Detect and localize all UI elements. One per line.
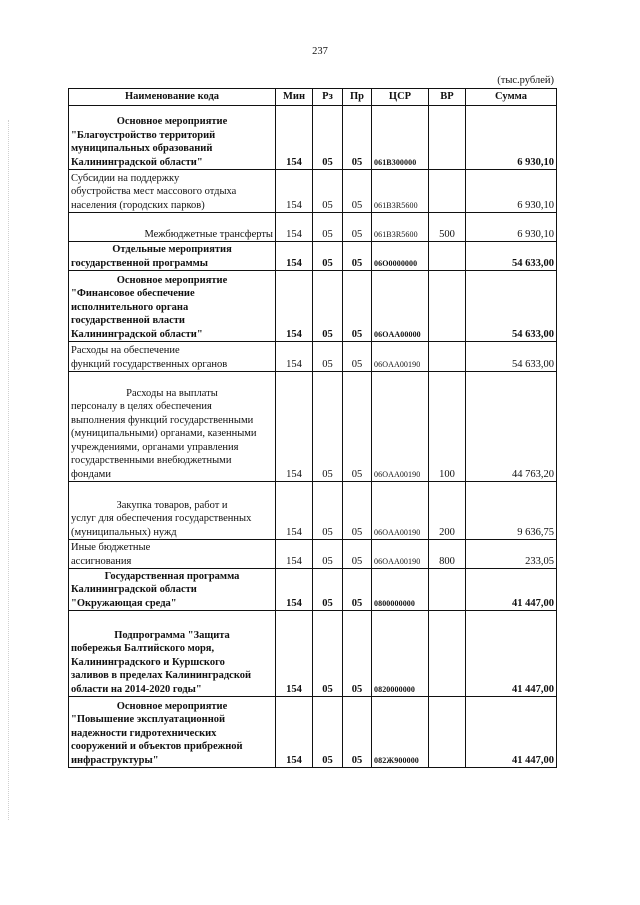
cell-min: 154 [276,342,313,372]
cell-name [69,342,276,372]
cell-sum: 41 447,00 [466,569,557,611]
cell-csr: 06OAA00190 [372,540,429,569]
cell-min: 154 [276,213,313,242]
cell-csr: 061B3R5600 [372,213,429,242]
cell-name-line: Основное мероприятие [116,700,228,712]
cell-pr: 05 [343,372,372,482]
cell-name-line: функций государственных органов [71,358,228,370]
scan-margin-artifact [8,120,10,820]
cell-name-line: области на 2014-2020 годы" [71,683,202,695]
cell-pr: 05 [343,342,372,372]
table-row [69,271,557,342]
cell-vr [429,342,466,372]
cell-csr: 06OAA00190 [372,372,429,482]
cell-name-line: Расходы на выплаты [126,387,218,399]
table-row [69,106,557,170]
cell-sum: 44 763,20 [466,372,557,482]
cell-rz: 05 [313,697,343,768]
cell-name [69,569,276,611]
cell-name-line: персоналу в целях обеспечения [71,401,212,412]
cell-rz: 05 [313,271,343,342]
cell-name-line: Государственная программа [104,570,240,582]
units-label: (тыс.рублей) [497,75,554,86]
cell-name-line: населения (городских парков) [71,199,205,211]
cell-name [69,242,276,271]
cell-sum: 6 930,10 [466,170,557,213]
col-header-pr: Пр [343,89,372,106]
cell-name-line: Основное мероприятие [116,274,228,286]
cell-rz: 05 [313,611,343,697]
cell-name-line: Межбюджетные трансферты [144,228,273,240]
cell-name-line: государственной программы [71,257,208,269]
cell-sum: 41 447,00 [466,697,557,768]
cell-pr: 05 [343,540,372,569]
cell-name-line: (муниципальных) нужд [71,526,177,538]
cell-rz: 05 [313,342,343,372]
cell-min: 154 [276,569,313,611]
cell-name-line: государственной власти [71,315,185,326]
cell-csr: 0820000000 [372,611,429,697]
cell-name [69,611,276,697]
table-row [69,372,557,482]
cell-name [69,697,276,768]
cell-pr: 05 [343,482,372,540]
table-row [69,569,557,611]
cell-sum: 6 930,10 [466,106,557,170]
cell-vr: 500 [429,213,466,242]
cell-sum: 6 930,10 [466,213,557,242]
cell-name-line: Субсидии на поддержку [71,172,180,184]
cell-pr: 05 [343,213,372,242]
cell-pr: 05 [343,611,372,697]
cell-sum: 54 633,00 [466,271,557,342]
cell-name-line: сооружений и объектов прибрежной [71,741,243,752]
cell-pr: 05 [343,242,372,271]
cell-pr: 05 [343,271,372,342]
cell-min: 154 [276,482,313,540]
cell-name-line: Калининградской области [71,584,197,595]
table-row [69,482,557,540]
cell-name-line: Калининградской области" [71,328,203,340]
cell-vr [429,611,466,697]
cell-min: 154 [276,611,313,697]
cell-name-line: ассигнования [71,555,132,567]
cell-sum: 233,05 [466,540,557,569]
budget-table [68,88,557,768]
cell-name-line: Подпрограмма "Защита [114,629,230,641]
cell-pr: 05 [343,170,372,213]
cell-csr: 082Ж900000 [372,697,429,768]
cell-min: 154 [276,697,313,768]
cell-vr [429,697,466,768]
col-header-rz: Рз [313,89,343,106]
cell-sum: 54 633,00 [466,342,557,372]
table-row [69,540,557,569]
cell-vr [429,271,466,342]
cell-name [69,213,276,242]
cell-pr: 05 [343,106,372,170]
cell-csr: 061B3R5600 [372,170,429,213]
cell-name-line: учреждениями, органами управления [71,441,239,453]
cell-name-line: Основное мероприятие [116,116,228,127]
cell-name-line: Иные бюджетные [71,542,151,553]
cell-name [69,170,276,213]
cell-vr: 800 [429,540,466,569]
cell-min: 154 [276,170,313,213]
cell-name [69,482,276,540]
cell-rz: 05 [313,106,343,170]
cell-name-line: "Повышение эксплуатационной [71,714,226,725]
cell-csr: 06OAA00000 [372,271,429,342]
cell-name-line: "Благоустройство территорий [71,129,216,141]
cell-min: 154 [276,106,313,170]
table-row [69,213,557,242]
cell-rz: 05 [313,540,343,569]
col-header-name: Наименование кода [69,89,276,106]
cell-name-line: надежности гидротехнических [71,727,217,739]
table-row [69,242,557,271]
cell-min: 154 [276,372,313,482]
cell-min: 154 [276,271,313,342]
cell-name-line: Закупка товаров, работ и [116,499,228,511]
cell-name-line: услуг для обеспечения государственных [71,513,252,524]
cell-name-line: инфраструктуры" [71,754,159,766]
cell-name-line: Расходы на обеспечение [71,345,180,356]
table-header-row [69,89,557,106]
cell-name-line: выполнения функций государственными [71,414,254,426]
cell-rz: 05 [313,569,343,611]
cell-name-line: Калининградской области" [71,156,203,168]
cell-csr: 06OAA00190 [372,342,429,372]
cell-vr [429,242,466,271]
cell-name-line: фондами [71,468,111,480]
cell-sum: 9 636,75 [466,482,557,540]
cell-rz: 05 [313,170,343,213]
cell-name-line: Отдельные мероприятия [112,244,232,255]
cell-pr: 05 [343,697,372,768]
table-row [69,170,557,213]
page-number: 237 [312,46,328,57]
cell-sum: 54 633,00 [466,242,557,271]
cell-vr: 200 [429,482,466,540]
cell-name-line: (муниципальными) органами, казенными [71,428,257,439]
cell-name-line: государственными внебюджетными [71,455,232,466]
cell-min: 154 [276,540,313,569]
cell-name-line: побережья Балтийского моря, [71,643,215,654]
cell-name-line: муниципальных образований [71,143,213,154]
cell-pr: 05 [343,569,372,611]
col-header-vr: ВР [429,89,466,106]
cell-rz: 05 [313,372,343,482]
cell-name-line: заливов в пределах Калининградской [71,670,252,681]
cell-csr: 061B300000 [372,106,429,170]
cell-csr: 06OAA00190 [372,482,429,540]
cell-name [69,271,276,342]
cell-rz: 05 [313,242,343,271]
table-body [69,106,557,768]
cell-vr: 100 [429,372,466,482]
cell-name [69,540,276,569]
cell-sum: 41 447,00 [466,611,557,697]
col-header-sum: Сумма [466,89,557,106]
cell-name-line: Калининградского и Куршского [71,656,225,668]
table-row [69,611,557,697]
cell-name-line: исполнительного органа [71,301,189,313]
cell-csr: 0800000000 [372,569,429,611]
cell-rz: 05 [313,482,343,540]
cell-rz: 05 [313,213,343,242]
cell-vr [429,170,466,213]
table-row [69,342,557,372]
cell-csr: 06O0000000 [372,242,429,271]
col-header-min: Мин [276,89,313,106]
cell-name-line: "Окружающая среда" [71,597,177,609]
cell-vr [429,106,466,170]
cell-name [69,106,276,170]
cell-min: 154 [276,242,313,271]
cell-name [69,372,276,482]
cell-vr [429,569,466,611]
cell-name-line: обустройства мест массового отдыха [71,186,237,197]
col-header-csr: ЦСР [372,89,429,106]
cell-name-line: "Финансовое обеспечение [71,288,195,299]
table-row [69,697,557,768]
